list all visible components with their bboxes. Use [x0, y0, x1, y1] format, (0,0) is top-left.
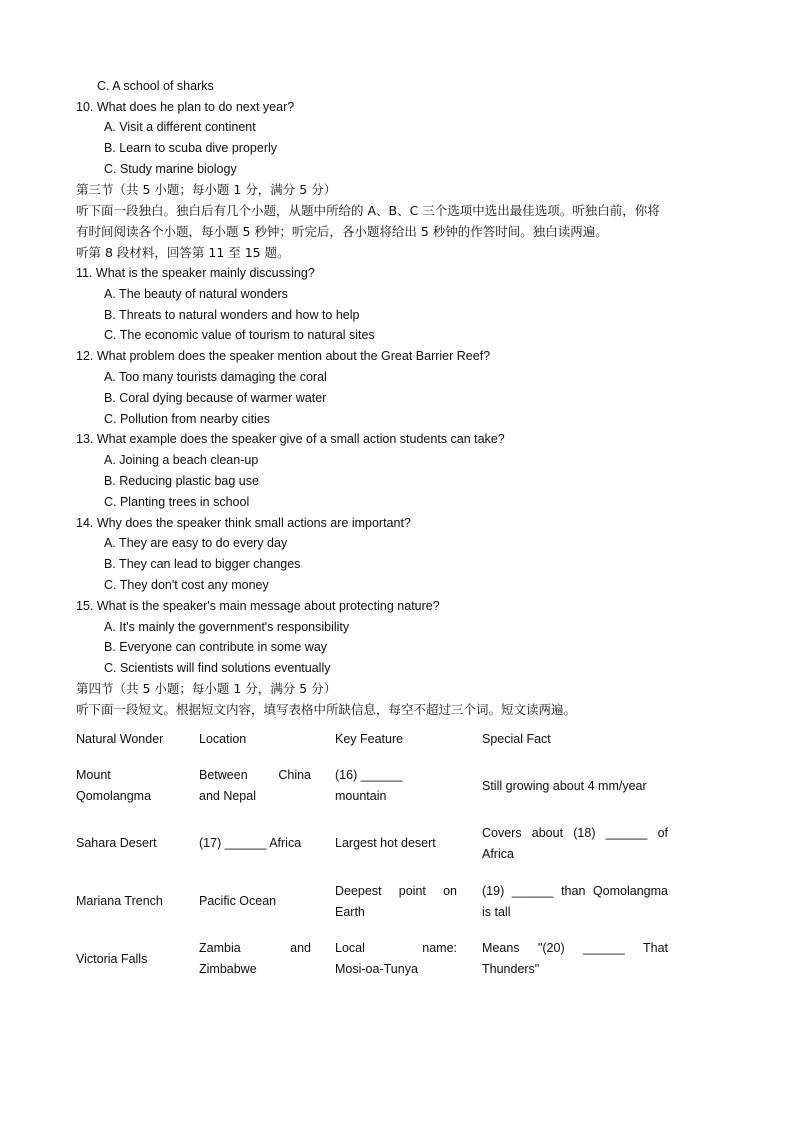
- material-note: 听第 8 段材料，回答第 11 至 15 题。: [76, 245, 290, 260]
- table-cell-location: Pacific Ocean: [199, 894, 277, 908]
- question-stem: 11. What is the speaker mainly discussing?: [76, 266, 315, 280]
- table-header-natural-wonder: Natural Wonder: [76, 732, 164, 746]
- question-stem: 13. What example does the speaker give of a small action students can take?: [76, 432, 505, 446]
- section-instruction: 听下面一段独白。独白后有几个小题，从题中所给的 A、B、C 三个选项中选出最佳选项。听独白前，你将: [76, 203, 660, 218]
- table-cell-feature: Local name: Mosi-oa-Tunya: [335, 941, 457, 976]
- option-line: A. It's mainly the government's responsibility: [104, 620, 350, 634]
- question-stem: 12. What problem does the speaker mention about the Great Barrier Reef?: [76, 349, 491, 363]
- table-cell-wonder: Mariana Trench: [76, 894, 163, 908]
- blank-19: (19) ______ than Qomolangma: [482, 884, 668, 898]
- option-line: C. Scientists will find solutions eventually: [104, 661, 331, 675]
- question-stem: 10. What does he plan to do next year?: [76, 100, 295, 114]
- table-cell-wonder: Victoria Falls: [76, 952, 148, 966]
- table-cell-wonder: Mount Qomolangma: [76, 768, 152, 803]
- option-line: A. Too many tourists damaging the coral: [104, 370, 327, 384]
- blank-17: (17) ______ Africa: [199, 836, 302, 850]
- option-line: A. They are easy to do every day: [104, 536, 288, 550]
- table-cell-location: Zambia and Zimbabwe: [199, 941, 311, 976]
- table-cell-fact: Means "(20) ______ That Thunders": [482, 938, 668, 980]
- table-cell-feature: Largest hot desert: [335, 836, 436, 850]
- option-line: A. Visit a different continent: [104, 120, 256, 134]
- table-header-key-feature: Key Feature: [335, 732, 404, 746]
- option-line: B. Threats to natural wonders and how to help: [104, 308, 360, 322]
- option-line: C. Planting trees in school: [104, 495, 250, 509]
- table-cell-fact: Still growing about 4 mm/year: [482, 779, 647, 793]
- section-instruction: 有时间阅读各个小题，每小题 5 秒钟；听完后，各小题将给出 5 秒钟的作答时间。独白读两遍。: [76, 224, 608, 239]
- question-stem: 15. What is the speaker's main message about protecting nature?: [76, 599, 440, 613]
- table-cell-fact: (19) ______ than Qomolangma is tall: [482, 881, 668, 923]
- blank-16: (16) ______: [335, 768, 403, 782]
- option-line: A. The beauty of natural wonders: [104, 287, 288, 301]
- option-line: B. Reducing plastic bag use: [104, 474, 259, 488]
- option-line: C. They don't cost any money: [104, 578, 269, 592]
- option-line: A. Joining a beach clean-up: [104, 453, 259, 467]
- option-line: C. Pollution from nearby cities: [104, 412, 271, 426]
- table-cell-fact: Covers about (18) ______ of Africa: [482, 823, 668, 865]
- table-cell-location: [199, 833, 311, 854]
- table-cell-wonder: Sahara Desert: [76, 836, 157, 850]
- option-line: C. Study marine biology: [104, 162, 237, 176]
- question-stem: 14. Why does the speaker think small actions are important?: [76, 516, 411, 530]
- option-line: C. A school of sharks: [97, 79, 214, 93]
- table-header-location: Location: [199, 732, 247, 746]
- table-header-special-fact: Special Fact: [482, 732, 551, 746]
- table-cell-feature: Deepest point on Earth: [335, 884, 457, 919]
- section-instruction: 听下面一段短文。根据短文内容，填写表格中所缺信息，每空不超过三个词。短文读两遍。: [76, 702, 577, 717]
- section-heading: 第三节（共 5 小题；每小题 1 分，满分 5 分）: [76, 182, 337, 197]
- table-cell-feature: (16) ______ mountain: [335, 765, 457, 807]
- table-cell-location: Between China and Nepal: [199, 768, 311, 803]
- option-line: B. They can lead to bigger changes: [104, 557, 301, 571]
- option-line: B. Everyone can contribute in some way: [104, 640, 328, 654]
- section-heading: 第四节（共 5 小题；每小题 1 分，满分 5 分）: [76, 681, 337, 696]
- option-line: C. The economic value of tourism to natural sites: [104, 328, 375, 342]
- blank-18: Covers about (18) ______ of: [482, 826, 668, 840]
- option-line: B. Coral dying because of warmer water: [104, 391, 327, 405]
- blank-20: Means "(20) ______ That: [482, 941, 668, 955]
- option-line: B. Learn to scuba dive properly: [104, 141, 278, 155]
